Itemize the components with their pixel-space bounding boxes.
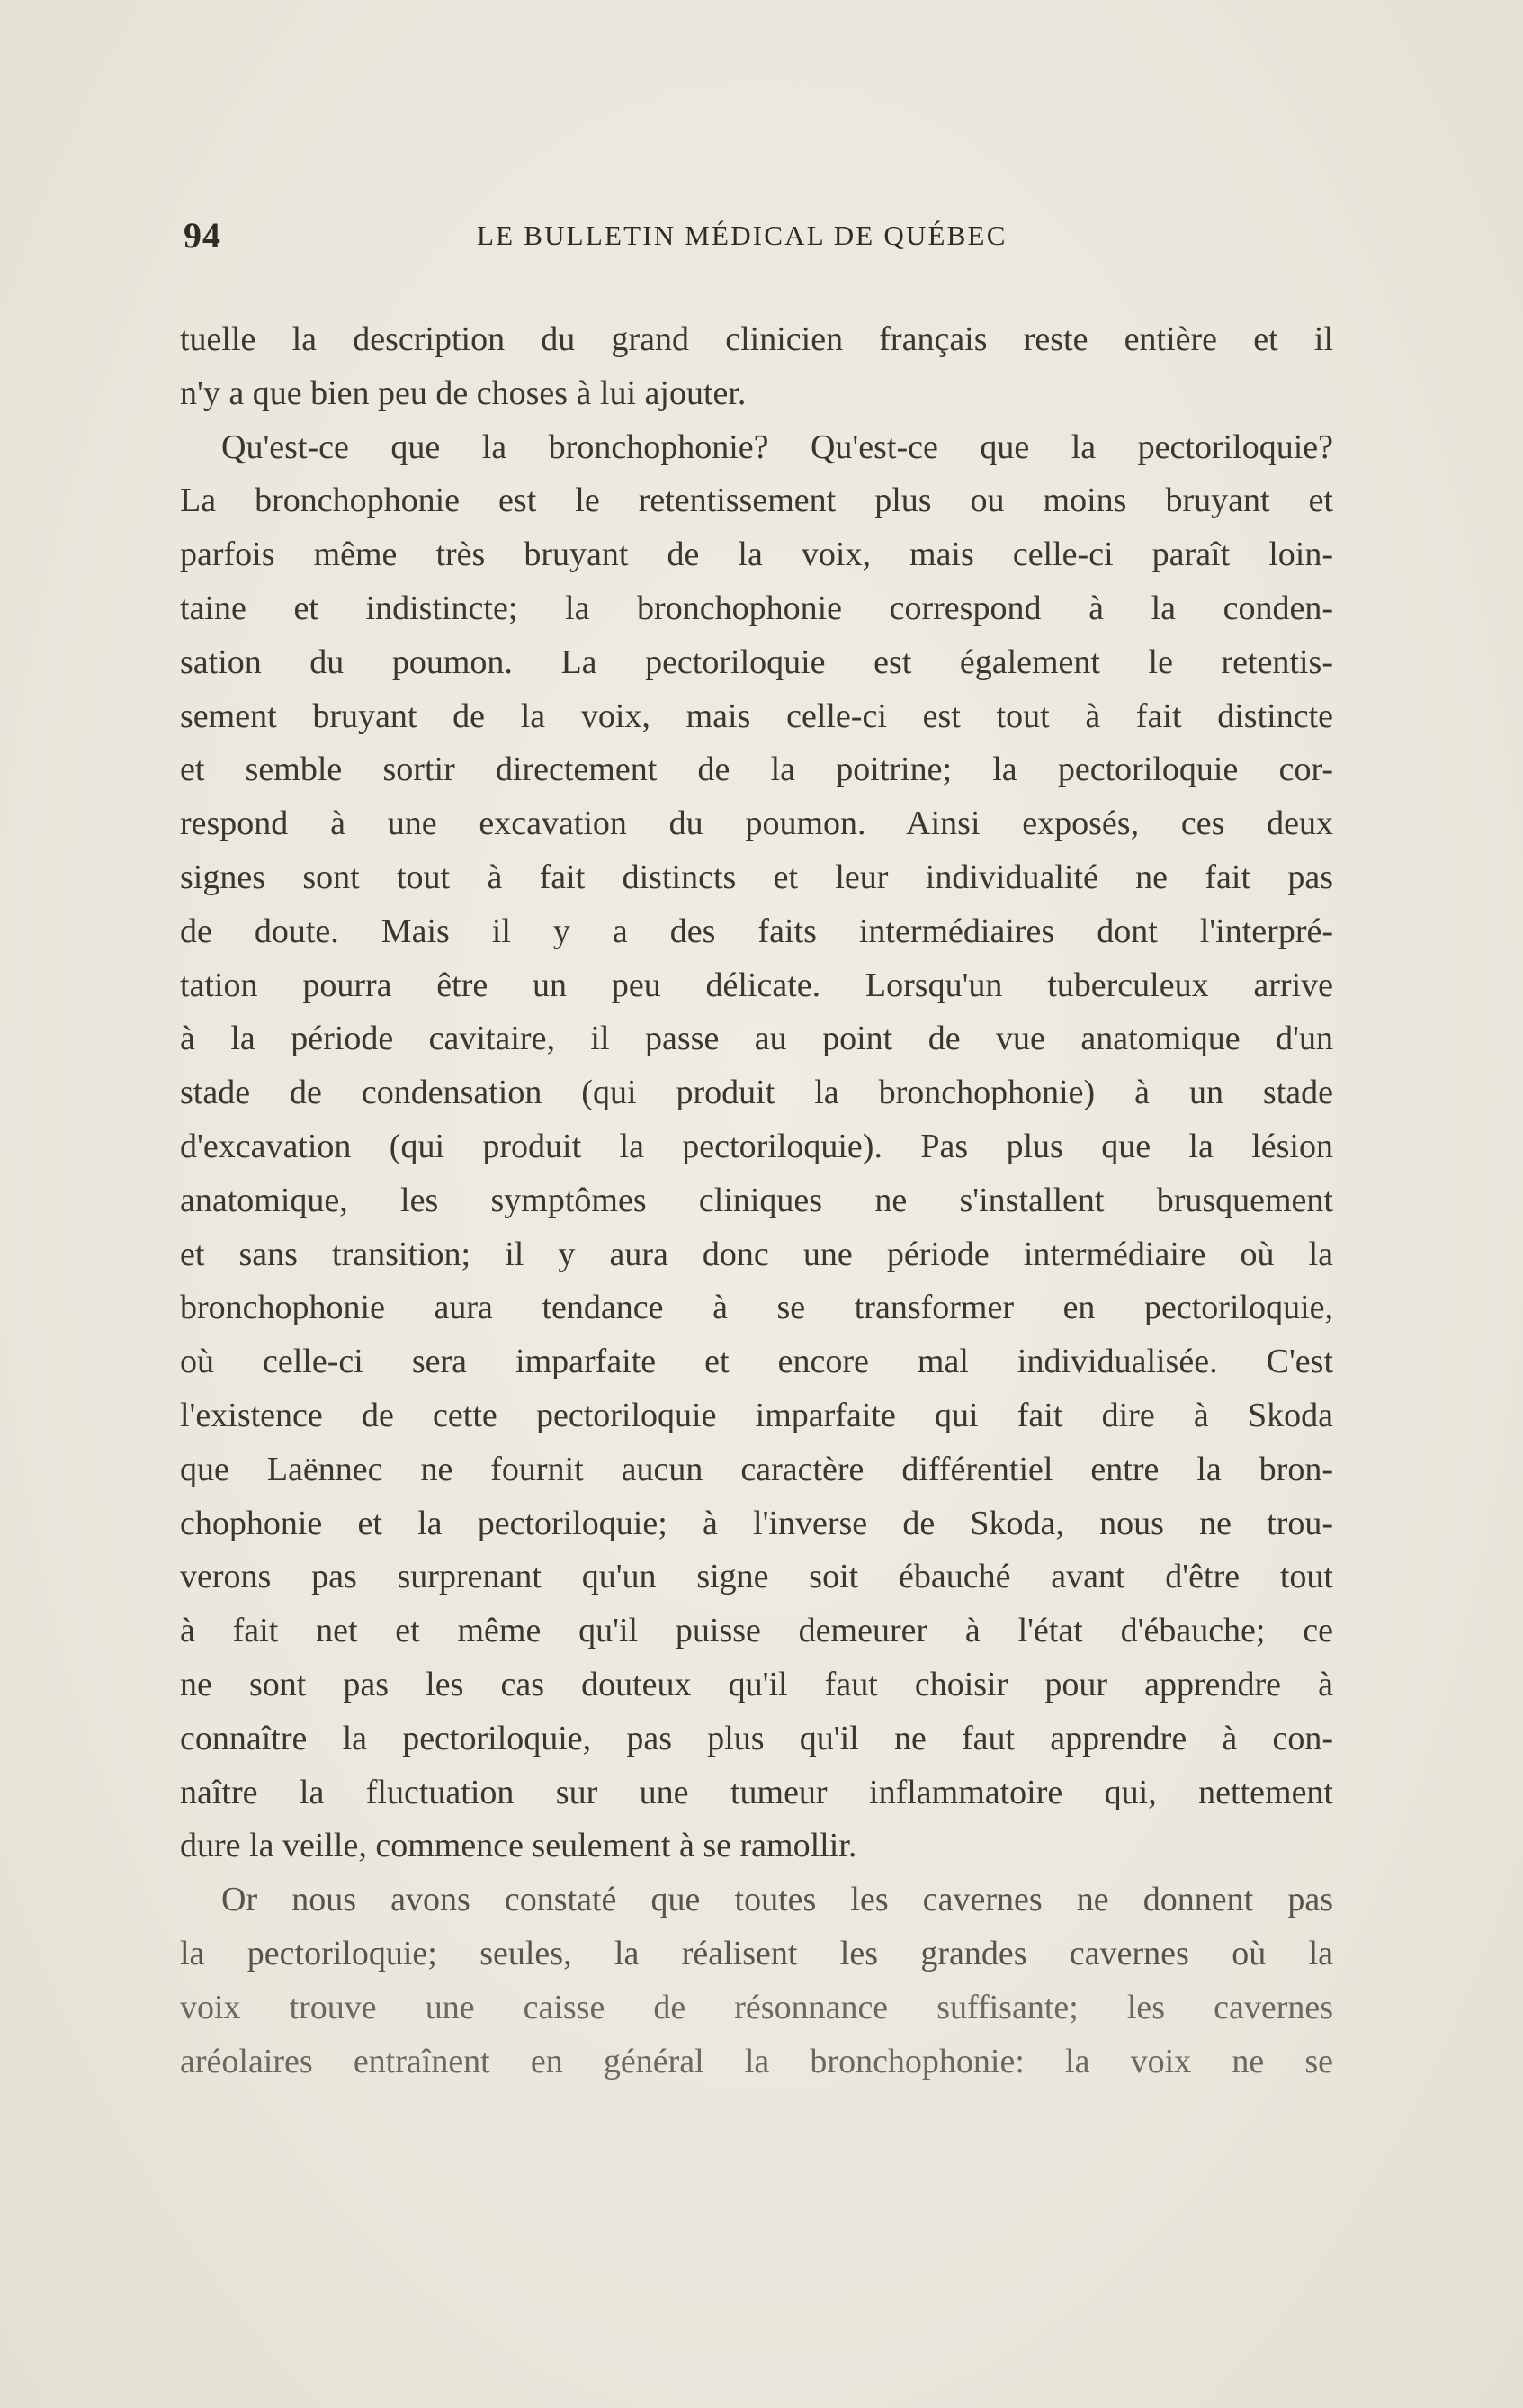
text-line: que Laënnec ne fournit aucun caractère différentiel entre la bron- [180, 1450, 1333, 1488]
running-title: LE BULLETIN MÉDICAL DE QUÉBEC [477, 220, 1008, 251]
text-line: bronchophonie aura tendance à se transformer en pectoriloquie, [180, 1289, 1333, 1327]
text-line: et sans transition; il y aura donc une période intermédiaire où la [180, 1235, 1333, 1273]
text-line: dure la veille, commence seulement à se ramollir. [180, 1827, 857, 1865]
text-line: naître la fluctuation sur une tumeur inflammatoire qui, nettement [180, 1773, 1333, 1811]
text-line: n'y a que bien peu de choses à lui ajouter. [180, 373, 747, 412]
text-line: sement bruyant de la voix, mais celle-ci est tout à fait distincte [180, 696, 1333, 735]
text-line: ne sont pas les cas douteux qu'il faut choisir pour apprendre à [180, 1665, 1333, 1703]
text-line: l'existence de cette pectoriloquie imparfaite qui fait dire à Skoda [180, 1396, 1333, 1434]
text-line: sation du poumon. La pectoriloquie est également le retentis- [180, 642, 1333, 681]
text-line: à la période cavitaire, il passe au point de vue anatomique d'un [180, 1020, 1333, 1058]
text-line: Or nous avons constaté que toutes les cavernes ne donnent pas [221, 1881, 1333, 1919]
text-line: et semble sortir directement de la poitrine; la pectoriloquie cor- [180, 750, 1333, 789]
text-line: d'excavation (qui produit la pectoriloquie). Pas plus que la lésion [180, 1127, 1333, 1165]
text-line: stade de condensation (qui produit la bronchophonie) à un stade [180, 1074, 1333, 1112]
page-header [180, 214, 1340, 259]
text-line: voix trouve une caisse de résonnance suffisante; les cavernes [180, 1988, 1333, 2026]
text-line: la pectoriloquie; seules, la réalisent les grandes cavernes où la [180, 1934, 1333, 1972]
text-line: de doute. Mais il y a des faits intermédiaires dont l'interpré- [180, 912, 1333, 950]
text-line: Qu'est-ce que la bronchophonie? Qu'est-ce que la pectoriloquie? [221, 427, 1333, 466]
text-line: anatomique, les symptômes cliniques ne s'installent brusquement [180, 1181, 1333, 1219]
page-number: 94 [184, 215, 221, 256]
text-line: La bronchophonie est le retentissement plus ou moins bruyant et [180, 481, 1333, 520]
text-line: aréolaires entraînent en général la bronchophonie: la voix ne se [180, 2042, 1333, 2080]
text-line: taine et indistincte; la bronchophonie correspond à la conden- [180, 589, 1333, 627]
text-line: connaître la pectoriloquie, pas plus qu'il ne faut apprendre à con- [180, 1719, 1333, 1757]
text-line: verons pas surprenant qu'un signe soit ébauché avant d'être tout [180, 1558, 1333, 1596]
text-line: parfois même très bruyant de la voix, mais celle-ci paraît loin- [180, 535, 1333, 574]
text-line: chophonie et la pectoriloquie; à l'inverse de Skoda, nous ne trou- [180, 1504, 1333, 1542]
text-line: tation pourra être un peu délicate. Lorsqu'un tuberculeux arrive [180, 966, 1333, 1004]
text-line: tuelle la description du grand clinicien français reste entière et il [180, 320, 1333, 358]
text-line: signes sont tout à fait distincts et leur individualité ne fait pas [180, 858, 1333, 896]
text-line: à fait net et même qu'il puisse demeurer à l'état d'ébauche; ce [180, 1612, 1333, 1650]
text-line: où celle-ci sera imparfaite et encore mal individualisée. C'est [180, 1343, 1333, 1381]
text-line: respond à une excavation du poumon. Ainsi exposés, ces deux [180, 804, 1333, 843]
body-text [180, 313, 1333, 2089]
